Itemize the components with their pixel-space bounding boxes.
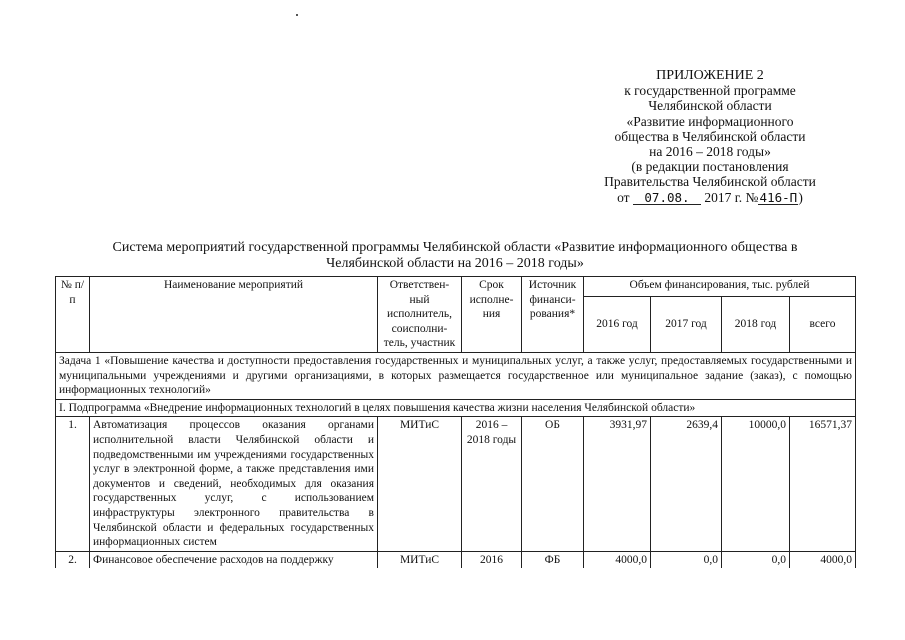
resolution-date: 07.08. (633, 191, 701, 205)
scan-speck (296, 14, 298, 16)
title-line-2: Челябинской области на 2016 – 2018 годы» (326, 256, 584, 271)
row-2016: 3931,97 (584, 417, 651, 551)
closing-bracket: ) (798, 189, 803, 205)
appendix-title: ПРИЛОЖЕНИЕ 2 (656, 68, 764, 83)
header-2016: 2016 год (584, 296, 651, 352)
row-2018: 0,0 (722, 551, 790, 568)
task-row (56, 352, 856, 399)
row-2017: 0,0 (651, 551, 722, 568)
subprogram-1: I. Подпрограмма «Внедрение информационных технологий в целях повышения качества жизни населения Челябинской области» (56, 399, 856, 417)
row-responsible: МИТиС (378, 551, 462, 568)
year-text: 2017 г. № (700, 189, 759, 205)
appendix-line: Челябинской области (648, 98, 772, 114)
row-term: 2016 – 2018 годы (462, 417, 522, 551)
appendix-line: (в редакции постановления (631, 159, 789, 175)
appendix-line: «Развитие информационного (626, 113, 794, 129)
table-row (56, 551, 856, 568)
row-name: Финансовое обеспечение расходов на поддержку (90, 551, 378, 568)
title-line-1: Система мероприятий государственной программы Челябинской области «Развитие информационного общества в (112, 240, 798, 255)
table-row (56, 417, 856, 551)
resolution-date-line (560, 190, 860, 205)
appendix-line: к государственной программе (624, 83, 796, 99)
row-num: 1. (56, 417, 90, 551)
header-2017: 2017 год (651, 296, 722, 352)
row-2017: 2639,4 (651, 417, 722, 551)
row-num: 2. (56, 551, 90, 568)
row-total: 4000,0 (790, 551, 856, 568)
appendix-header (560, 68, 860, 205)
header-volume: Объем финансирования, тыс. рублей (584, 277, 856, 297)
row-term: 2016 (462, 551, 522, 568)
appendix-line: на 2016 – 2018 годы» (649, 144, 771, 160)
header-name: Наименование мероприятий (90, 277, 378, 353)
row-name: Автоматизация процессов оказания органами исполнительной власти Челябинской области и подведомственными им учреждениями государственных услуг в электронной форме, а также представления ими документов и сведений, необходимых для оказания государственных услуг, с использованием инфраструктуры электронного правительства в Челябинской области и федеральных государственных информационных систем (90, 417, 378, 551)
row-source: ОБ (522, 417, 584, 551)
task-1: Задача 1 «Повышение качества и доступности предоставления государственных и муниципальных услуг, а также услуг, предоставляемых государственными и муниципальными учреждениями и другими организациями, в которых размещается государственное или муниципальное задание (заказ), с помощью информационных технологий» (56, 352, 856, 399)
measures-table (55, 276, 856, 568)
header-2018: 2018 год (722, 296, 790, 352)
header-source: Источник финанси-рования* (522, 277, 584, 353)
date-prefix: от (617, 189, 633, 205)
appendix-line: общества в Челябинской области (614, 128, 806, 144)
resolution-number: 416-П (759, 189, 798, 205)
subprogram-row (56, 399, 856, 417)
row-2018: 10000,0 (722, 417, 790, 551)
header-row-1 (56, 277, 856, 297)
row-source: ФБ (522, 551, 584, 568)
header-num: № п/п (56, 277, 90, 353)
row-total: 16571,37 (790, 417, 856, 551)
document-title (60, 240, 850, 272)
row-responsible: МИТиС (378, 417, 462, 551)
header-total: всего (790, 296, 856, 352)
header-responsible: Ответствен-ный исполнитель, соисполни-тель, участник (378, 277, 462, 353)
row-2016: 4000,0 (584, 551, 651, 568)
appendix-line: Правительства Челябинской области (604, 174, 816, 190)
header-term: Срок исполне-ния (462, 277, 522, 353)
